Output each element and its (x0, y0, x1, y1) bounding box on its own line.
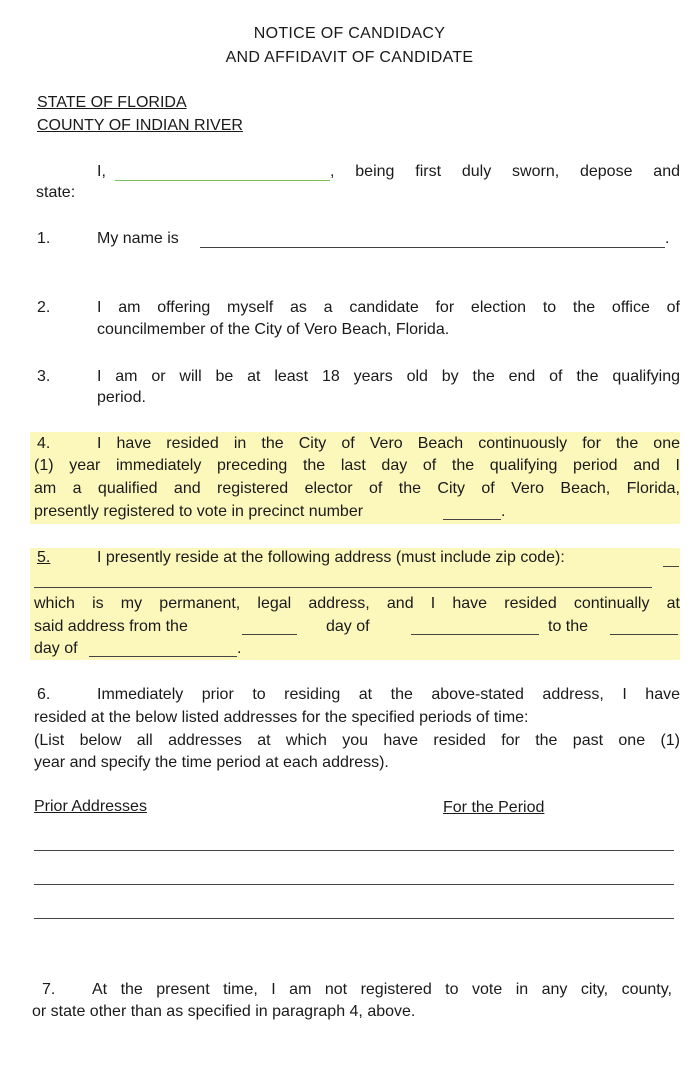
p4-line-4: presently registered to vote in precinct number (34, 503, 364, 520)
p5-line-4-b: day of (326, 618, 370, 635)
p5-line-1: I presently reside at the following address (must include zip code): (97, 549, 565, 566)
p7-line-2: or state other than as specified in paragraph 4, above. (32, 1003, 416, 1020)
p4-number: 4. (37, 435, 51, 452)
p6-line-3: (List below all addresses at which you have resided for the past one (1) (34, 732, 680, 749)
p7-number: 7. (42, 981, 56, 998)
prior-addresses-header: Prior Addresses (34, 798, 147, 815)
p2-number: 2. (37, 299, 51, 316)
p1-text: My name is (97, 230, 179, 247)
p4-line-3: am a qualified and registered elector of the City of Vero Beach, Florida, (34, 480, 680, 497)
title-line-1: NOTICE OF CANDIDACY (253, 25, 446, 42)
p4-line-1: I have resided in the City of Vero Beach continuously for the one (97, 435, 680, 452)
p3-line-1: I am or will be at least 18 years old by the end of the qualifying (97, 368, 680, 385)
precinct-number-blank[interactable] (443, 519, 501, 520)
p2-line-1: I am offering myself as a candidate for election to the office of (97, 299, 680, 316)
p6-line-4: year and specify the time period at each address). (34, 754, 389, 771)
p5-line-5: day of (34, 640, 78, 657)
p3-line-2: period. (97, 389, 146, 406)
to-month-blank[interactable] (89, 656, 237, 657)
intro-cont: state: (36, 184, 76, 201)
p5-line-4-a: said address from the (34, 618, 188, 635)
intro-suffix: , being first duly sworn, depose and (330, 163, 680, 180)
p4-line-2: (1) year immediately preceding the last day of the qualifying period and I (34, 457, 680, 474)
p1-number: 1. (37, 230, 51, 247)
intro-prefix: I, (97, 163, 106, 180)
full-name-blank[interactable] (200, 247, 665, 248)
title-line-2: AND AFFIDAVIT OF CANDIDATE (225, 49, 474, 66)
p6-number: 6. (37, 686, 51, 703)
prior-address-line-2[interactable] (34, 884, 674, 885)
p4-end: . (501, 503, 506, 520)
p1-end: . (665, 230, 670, 247)
p7-line-1: At the present time, I am not registered to vote in any city, county, (92, 981, 672, 998)
prior-address-line-3[interactable] (34, 918, 674, 919)
affiant-name-blank[interactable] (115, 180, 330, 181)
county-heading: COUNTY OF INDIAN RIVER (37, 117, 243, 134)
p3-number: 3. (37, 368, 51, 385)
p5-number: 5. (37, 549, 51, 566)
p6-line-2: resided at the below listed addresses for the specified periods of time: (34, 709, 529, 726)
p2-line-2: councilmember of the City of Vero Beach, Florida. (97, 321, 450, 338)
to-day-blank[interactable] (610, 634, 678, 635)
address-blank-line[interactable] (34, 587, 652, 588)
state-heading: STATE OF FLORIDA (37, 94, 187, 111)
from-day-blank[interactable] (242, 634, 297, 635)
from-month-blank[interactable] (411, 634, 539, 635)
prior-address-line-1[interactable] (34, 850, 674, 851)
p5-line-4-c: to the (548, 618, 589, 635)
p5-end: . (237, 640, 242, 657)
address-blank-end[interactable] (663, 566, 679, 567)
p5-line-3: which is my permanent, legal address, and I have resided continually at (34, 595, 680, 612)
for-the-period-header: For the Period (443, 799, 545, 816)
p6-line-1: Immediately prior to residing at the above-stated address, I have (97, 686, 680, 703)
